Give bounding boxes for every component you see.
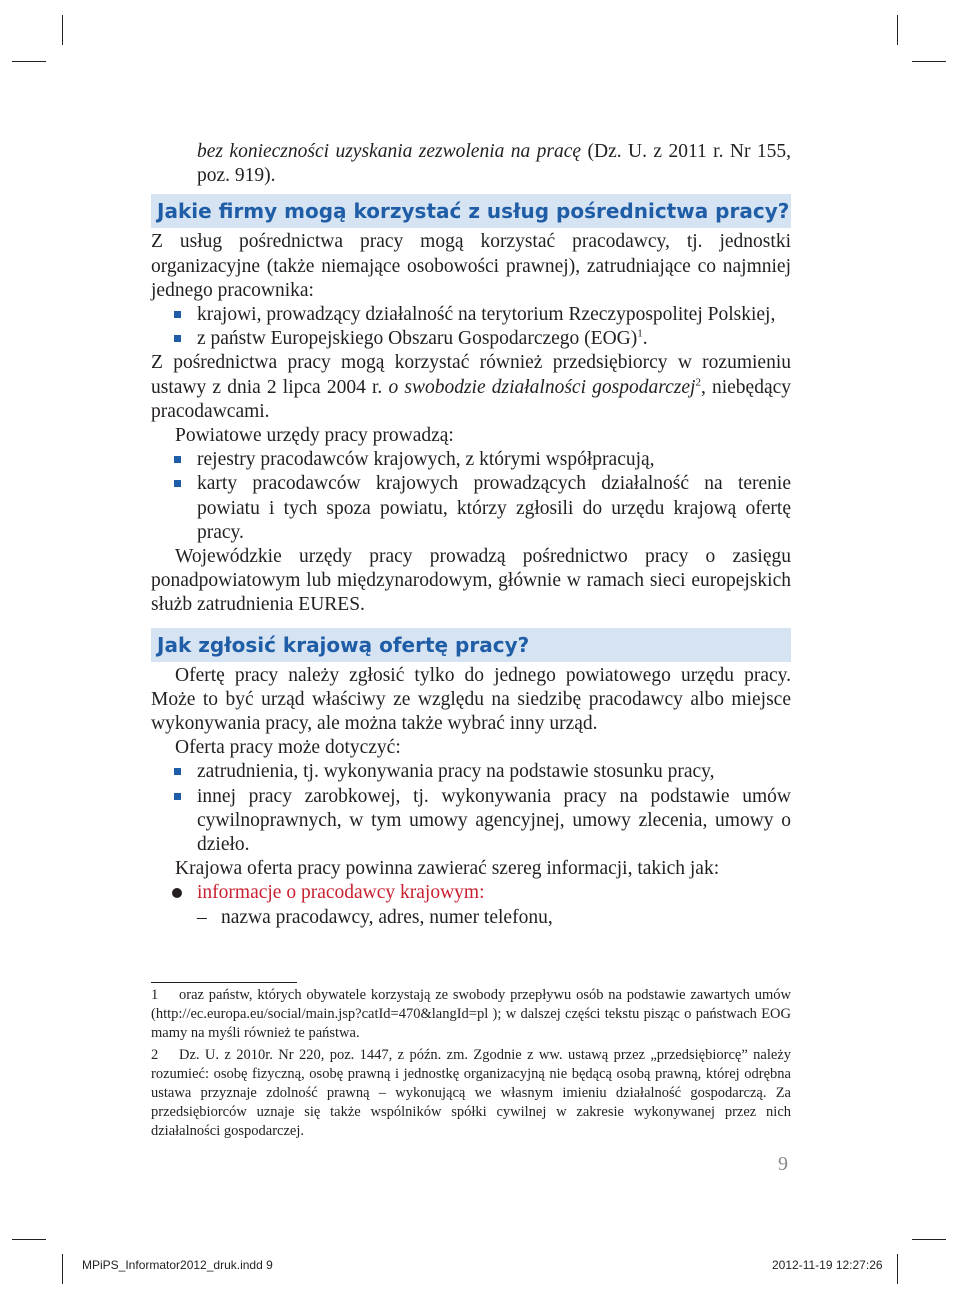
list-item-text: z państw Europejskiego Obszaru Gospodarczego (EOG)	[197, 328, 638, 350]
footnote-text: oraz państw, których obywatele korzystają ze swobody przepływu osób na podstawie zawartych umów (http://ec.europa.eu/social/main.jsp?catId=470&langId=pl ); w dalszej części tekstu pisząc o państwach EOG mamy na myśli również te państwa.	[151, 987, 791, 1042]
employer-list	[151, 303, 791, 351]
paragraph-employers: Z usług pośrednictwa pracy mogą korzystać pracodawcy, tj. jednostki organizacyjne (także niemające osobowości prawnej), zatrudniające co najmniej jednego pracownika:	[151, 231, 791, 301]
footnote-separator	[151, 982, 297, 983]
paragraph-text: , niebędący pracodawcami.	[151, 376, 791, 422]
list-item	[151, 327, 791, 351]
crop-mark	[62, 1254, 63, 1284]
list-item	[151, 448, 791, 472]
crop-mark	[912, 61, 946, 62]
section-heading-firms: Jakie firmy mogą korzystać z usług pośrednictwa pracy?	[151, 194, 791, 228]
paragraph-text: Z pośrednictwa pracy mogą korzystać również przedsiębiorcy w rozumieniu ustawy z dnia 2 lipca 2004 r.	[151, 352, 791, 398]
slug-filename: MPiPS_Informator2012_druk.indd 9	[82, 1258, 273, 1272]
paragraph-district-offices: Powiatowe urzędy pracy prowadzą:	[175, 425, 454, 447]
list-item-text: innej pracy zarobkowej, tj. wykonywania pracy na podstawie umów cywilnoprawnych, w tym umowy agencyjnej, umowy zlecenia, umowy o dzieło.	[197, 785, 791, 856]
footnote	[151, 986, 791, 1044]
square-bullet-icon	[174, 480, 181, 487]
list-item-text: karty pracodawców krajowych prowadzących działalność na terenie powiatu i tych spoza powiatu, którzy zgłosili do urzędu krajową ofertę pracy.	[197, 473, 791, 543]
square-bullet-icon	[174, 335, 181, 342]
dash-marker: –	[197, 906, 207, 928]
list-item-text: krajowi, prowadzący działalność na terytorium Rzeczypospolitej Polskiej,	[197, 304, 776, 326]
paragraph-entrepreneurs	[151, 351, 791, 424]
district-office-list	[151, 448, 791, 545]
intro-citation: (Dz. U. z 2011 r. Nr 155, poz. 919).	[197, 141, 791, 187]
paragraph-offer-contents: Krajowa oferta pracy powinna zawierać szereg informacji, takich jak:	[175, 858, 720, 880]
paragraph-offer-scope: Oferta pracy może dotyczyć:	[175, 737, 401, 759]
list-item	[151, 303, 791, 327]
round-bullet-icon	[172, 888, 182, 898]
dash-item	[151, 906, 791, 930]
footnotes	[151, 986, 791, 1142]
list-item-text: informacje o pracodawcy krajowym:	[197, 882, 485, 904]
square-bullet-icon	[174, 768, 181, 775]
list-item	[151, 760, 791, 784]
list-item-text: rejestry pracodawców krajowych, z którymi współpracują,	[197, 449, 655, 471]
footnote-text: Dz. U. z 2010r. Nr 220, poz. 1447, z późn. zm. Zgodnie z ww. ustawą przez „przedsiębiorcę” należy rozumieć: osobę fizyczną, osobę prawną i jednostkę organizacyjną nie będącą osobą prawną, której odrębna ustawa przyznaje zdolność prawną – wykonującą we własnym imieniu działalność gospodarczą. Za przedsiębiorców uznaje się także wspólników spółki cywilnej w zakresie wykonywanej przez nich działalności gospodarczej.	[151, 1046, 791, 1140]
list-item-text: zatrudnienia, tj. wykonywania pracy na podstawie stosunku pracy,	[197, 761, 715, 783]
page-body	[151, 140, 791, 930]
footnote-ref: 2	[695, 376, 701, 389]
footnote-number: 2	[151, 1046, 159, 1063]
crop-mark	[912, 1239, 946, 1240]
list-item	[151, 881, 791, 905]
act-title: o swobodzie działalności gospodarczej	[388, 376, 696, 398]
crop-mark	[62, 15, 63, 45]
square-bullet-icon	[174, 793, 181, 800]
paragraph-voivodeship-offices: Wojewódzkie urzędy pracy prowadzą pośrednictwo pracy o zasięgu ponadpowiatowym lub międzynarodowym, głównie w ramach sieci europejskich służb zatrudnienia EURES.	[151, 546, 791, 616]
square-bullet-icon	[174, 311, 181, 318]
footnote	[151, 1046, 791, 1142]
intro-italic: bez konieczności uzyskania zezwolenia na pracę	[197, 141, 582, 162]
paragraph-offer-submit: Ofertę pracy należy zgłosić tylko do jednego powiatowego urzędu pracy. Może to być urząd właściwy ze względu na siedzibę pracodawcy albo miejsce wykonywania pracy, ale można także wybrać inny urząd.	[151, 664, 791, 735]
dash-item-text: nazwa pracodawcy, adres, numer telefonu,	[221, 906, 553, 928]
crop-mark	[12, 1239, 46, 1240]
square-bullet-icon	[174, 456, 181, 463]
crop-mark	[897, 1254, 898, 1284]
section-heading-offer: Jak zgłosić krajową ofertę pracy?	[151, 628, 791, 662]
intro-paragraph	[151, 140, 791, 188]
slug-datetime: 2012-11-19 12:27:26	[772, 1258, 883, 1272]
crop-mark	[897, 15, 898, 45]
offer-scope-list	[151, 760, 791, 857]
crop-mark	[12, 61, 46, 62]
offer-contents-list	[151, 881, 791, 905]
page-number: 9	[778, 1153, 788, 1175]
list-item	[151, 785, 791, 858]
list-item	[151, 472, 791, 545]
list-item-end: .	[642, 328, 648, 350]
footnote-number: 1	[151, 987, 159, 1003]
footnote-ref: 1	[637, 327, 643, 340]
